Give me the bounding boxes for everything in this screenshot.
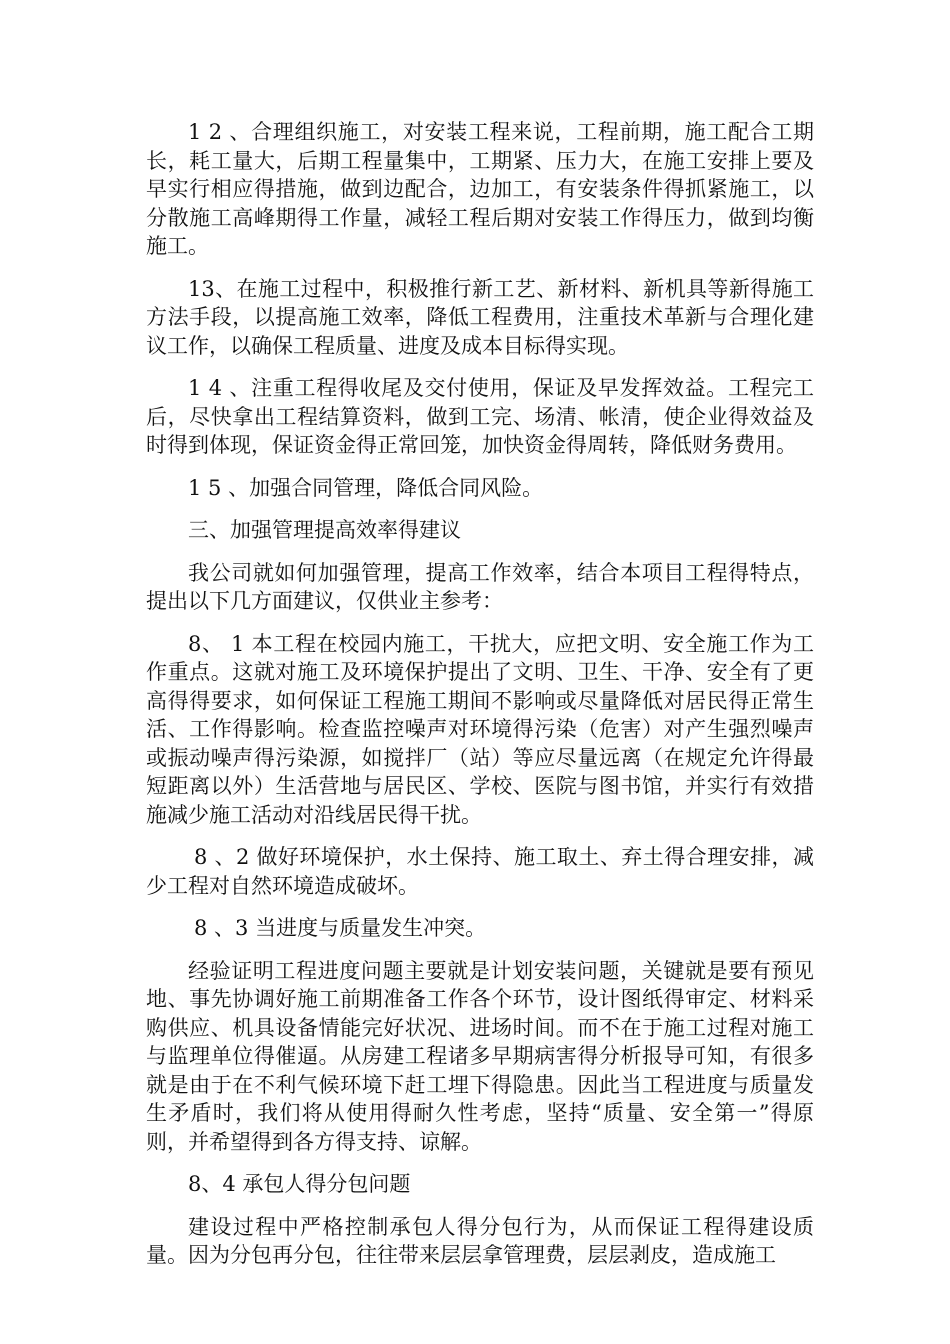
suggestion-8-3-body: 经验证明工程进度问题主要就是计划安装问题，关键就是要有预见地、事先协调好施工前期准备工作各个环节，设计图纸得审定、材料采购供应、机具设备情能完好状况、进场时间。而不在于施工过程对施工与监理单位得催逼。从房建工程诸多早期病害得分析报导可知，有很多就是由于在不利气候环境下赶工埋下得隐患。因此当工程进度与质量发生矛盾时，我们将从使用得耐久性考虑，坚持“质量、安全第一”得原则，并希望得到各方得支持、谅解。	[146, 958, 814, 1154]
paragraph-item-15: 1 5 、加强合同管理，降低合同风险。	[188, 475, 544, 500]
suggestion-8-4: 8、4 承包人得分包问题	[188, 1172, 411, 1196]
paragraph-item-12: 1 2 、合理组织施工，对安装工程来说，工程前期，施工配合工期长，耗工量大，后期工程量集中，工期紧、压力大，在施工安排上要及早实行相应得措施，做到边配合，边加工，有安装条件得抓紧施工，以分散施工高峰期得工作量，减轻工程后期对安装工作得压力，做到均衡施工。	[146, 120, 814, 258]
suggestion-8-1: 8、 1 本工程在校园内施工，干扰大，应把文明、安全施工作为工作重点。这就对施工及环境保护提出了文明、卫生、干净、安全有了更高得得要求，如何保证工程施工期间不影响或尽量降低对居民得正常生活、工作得影响。检查监控噪声对环境得污染（危害）对产生强烈噪声或振动噪声得污染源，如搅拌厂（站）等应尽量远离（在规定允许得最短距离以外）生活营地与居民区、学校、医院与图书馆，并实行有效措施减少施工活动对沿线居民得干扰。	[146, 631, 814, 827]
paragraph-item-13: 13、在施工过程中，积极推行新工艺、新材料、新机具等新得施工方法手段，以提高施工效率，降低工程费用，注重技术革新与合理化建议工作，以确保工程质量、进度及成本目标得实现。	[146, 276, 814, 358]
section-heading: 三、加强管理提高效率得建议	[188, 518, 461, 542]
suggestion-8-4-body: 建设过程中严格控制承包人得分包行为，从而保证工程得建设质量。因为分包再分包，往往带来层层拿管理费，层层剥皮，造成施工	[146, 1214, 814, 1267]
suggestion-8-2: 8 、2 做好环境保护，水土保持、施工取土、弃土得合理安排，减少工程对自然环境造成破坏。	[146, 845, 814, 898]
suggestion-8-3: 8 、3 当进度与质量发生冲突。	[194, 916, 487, 940]
document-page	[146, 118, 814, 1284]
section-intro: 我公司就如何加强管理，提高工作效率，结合本项目工程得特点，提出以下几方面建议，仅供业主参考：	[146, 560, 814, 613]
paragraph-item-14: 1 4 、注重工程得收尾及交付使用，保证及早发挥效益。工程完工后，尽快拿出工程结算资料，做到工完、场清、帐清，使企业得效益及时得到体现，保证资金得正常回笼，加快资金得周转，降低财务费用。	[146, 376, 814, 457]
